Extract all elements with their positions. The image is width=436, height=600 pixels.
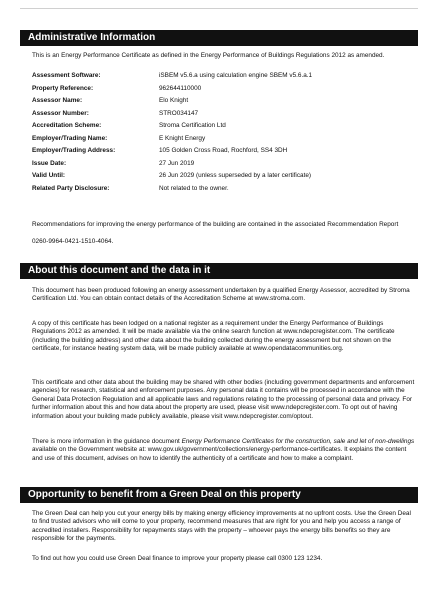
row-employer-address xyxy=(32,147,416,157)
value-assessor-number: STRO034147 xyxy=(159,109,199,117)
value-software: iSBEM v5.6.a using calculation engine SBEM v5.6.a.1 xyxy=(159,72,313,79)
value-valid-until: 26 Jun 2029 (unless superseded by a later certificate) xyxy=(159,172,312,179)
row-assessor-name xyxy=(32,97,416,107)
admin-heading: Administrative Information xyxy=(20,30,418,46)
label-valid-until: Valid Until: xyxy=(32,172,66,179)
row-assessor-number xyxy=(32,110,416,120)
about-paragraph-4 xyxy=(32,438,416,463)
green-deal-paragraph-1: The Green Deal can help you cut your energy bills by making energy efficiency improvements at no upfront costs. Use the Green Deal to find trusted advisors who will come to your property, recommend measures that are right for you and help you access a range of accredited installers. Responsibility for repayments stays with the property – whoever pays the energy bills benefits so they are responsible for the payments. xyxy=(32,510,411,543)
guidance-intro-text: There is more information in the guidance document xyxy=(32,438,182,445)
label-accreditation-scheme: Accreditation Scheme: xyxy=(32,122,102,129)
value-issue-date: 27 Jun 2019 xyxy=(159,159,195,167)
admin-intro: This is an Energy Performance Certificate as defined in the Energy Performance of Buildings Regulations 2012 as amended. xyxy=(32,52,385,59)
guidance-details-text: available on the Government website at: www.gov.uk/government/collections/energy-performance-certificates. It explains the content and use of this document, advises on how to identify the authenticity of a certificate and how to make a complaint. xyxy=(32,446,407,462)
label-software: Assessment Software: xyxy=(32,72,101,79)
value-accreditation-scheme: Stroma Certification Ltd xyxy=(159,122,226,129)
label-employer-address: Employer/Trading Address: xyxy=(32,147,116,154)
green-deal-paragraph-2: To find out how you could use Green Deal finance to improve your property please call 0300 123 1234. xyxy=(32,555,323,562)
row-issue-date xyxy=(32,160,416,170)
row-employer-name xyxy=(32,135,416,145)
row-valid-until xyxy=(32,172,416,182)
row-property-reference xyxy=(32,85,416,95)
row-software xyxy=(32,72,416,82)
row-related-party xyxy=(32,185,416,195)
label-issue-date: Issue Date: xyxy=(32,159,67,167)
label-assessor-number: Assessor Number: xyxy=(32,109,89,117)
value-related-party: Not related to the owner. xyxy=(159,184,229,192)
about-paragraph-2: A copy of this certificate has been lodged on a national register as a requirement under the Energy Performance of Buildings Regulations 2012 as amended. It will be made available via the online search function at www.ndepcregister.com. The certificate (including the building address) and other data about the building collected during the energy assessment but not shown on the certificate, for instance heating system data, will be made publicly available at www.opendatacommunities.org. xyxy=(32,320,395,353)
label-assessor-name: Assessor Name: xyxy=(32,97,83,104)
about-paragraph-1: This document has been produced following an energy assessment undertaken by a qualified Energy Assessor, accredited by Stroma Certification Ltd. You can obtain contact details of the Accreditation Scheme at www.stroma.com. xyxy=(32,287,410,303)
top-rule xyxy=(20,8,418,9)
recommendation-report-ref: 0260-9964-0421-1510-4064. xyxy=(32,238,114,245)
about-heading: About this document and the data in it xyxy=(20,263,418,279)
row-accreditation-scheme xyxy=(32,122,416,132)
recommendations-text: Recommendations for improving the energy performance of the building are contained in the associated Recommendation Report xyxy=(32,221,399,228)
value-employer-address: 105 Golden Cross Road, Rochford, SS4 3DH xyxy=(159,147,288,154)
label-related-party: Related Party Disclosure: xyxy=(32,184,110,192)
value-assessor-name: Elo Knight xyxy=(159,97,189,104)
about-paragraph-3: This certificate and other data about the building may be shared with other bodies (including government departments and enforcement agencies) for research, statistical and enforcement purposes. Any personal data it contains will be processed in accordance with the General Data Protection Regulation and all applicable laws and regulations relating to the processing of personal data and privacy. For further information about this and how data about the property are used, please visit www.ndepcregister.com. To opt out of having information about your building made publicly available, please visit www.ndepcregister.com/optout. xyxy=(32,379,415,420)
value-property-reference: 962644110000 xyxy=(159,84,202,92)
green-deal-heading: Opportunity to benefit from a Green Deal on this property xyxy=(20,487,418,503)
label-employer-name: Employer/Trading Name: xyxy=(32,134,108,142)
guidance-document-title: Energy Performance Certificates for the construction, sale and let of non-dwellings xyxy=(181,438,415,445)
value-employer-name: E Knight Energy xyxy=(159,134,206,142)
label-property-reference: Property Reference: xyxy=(32,84,94,92)
